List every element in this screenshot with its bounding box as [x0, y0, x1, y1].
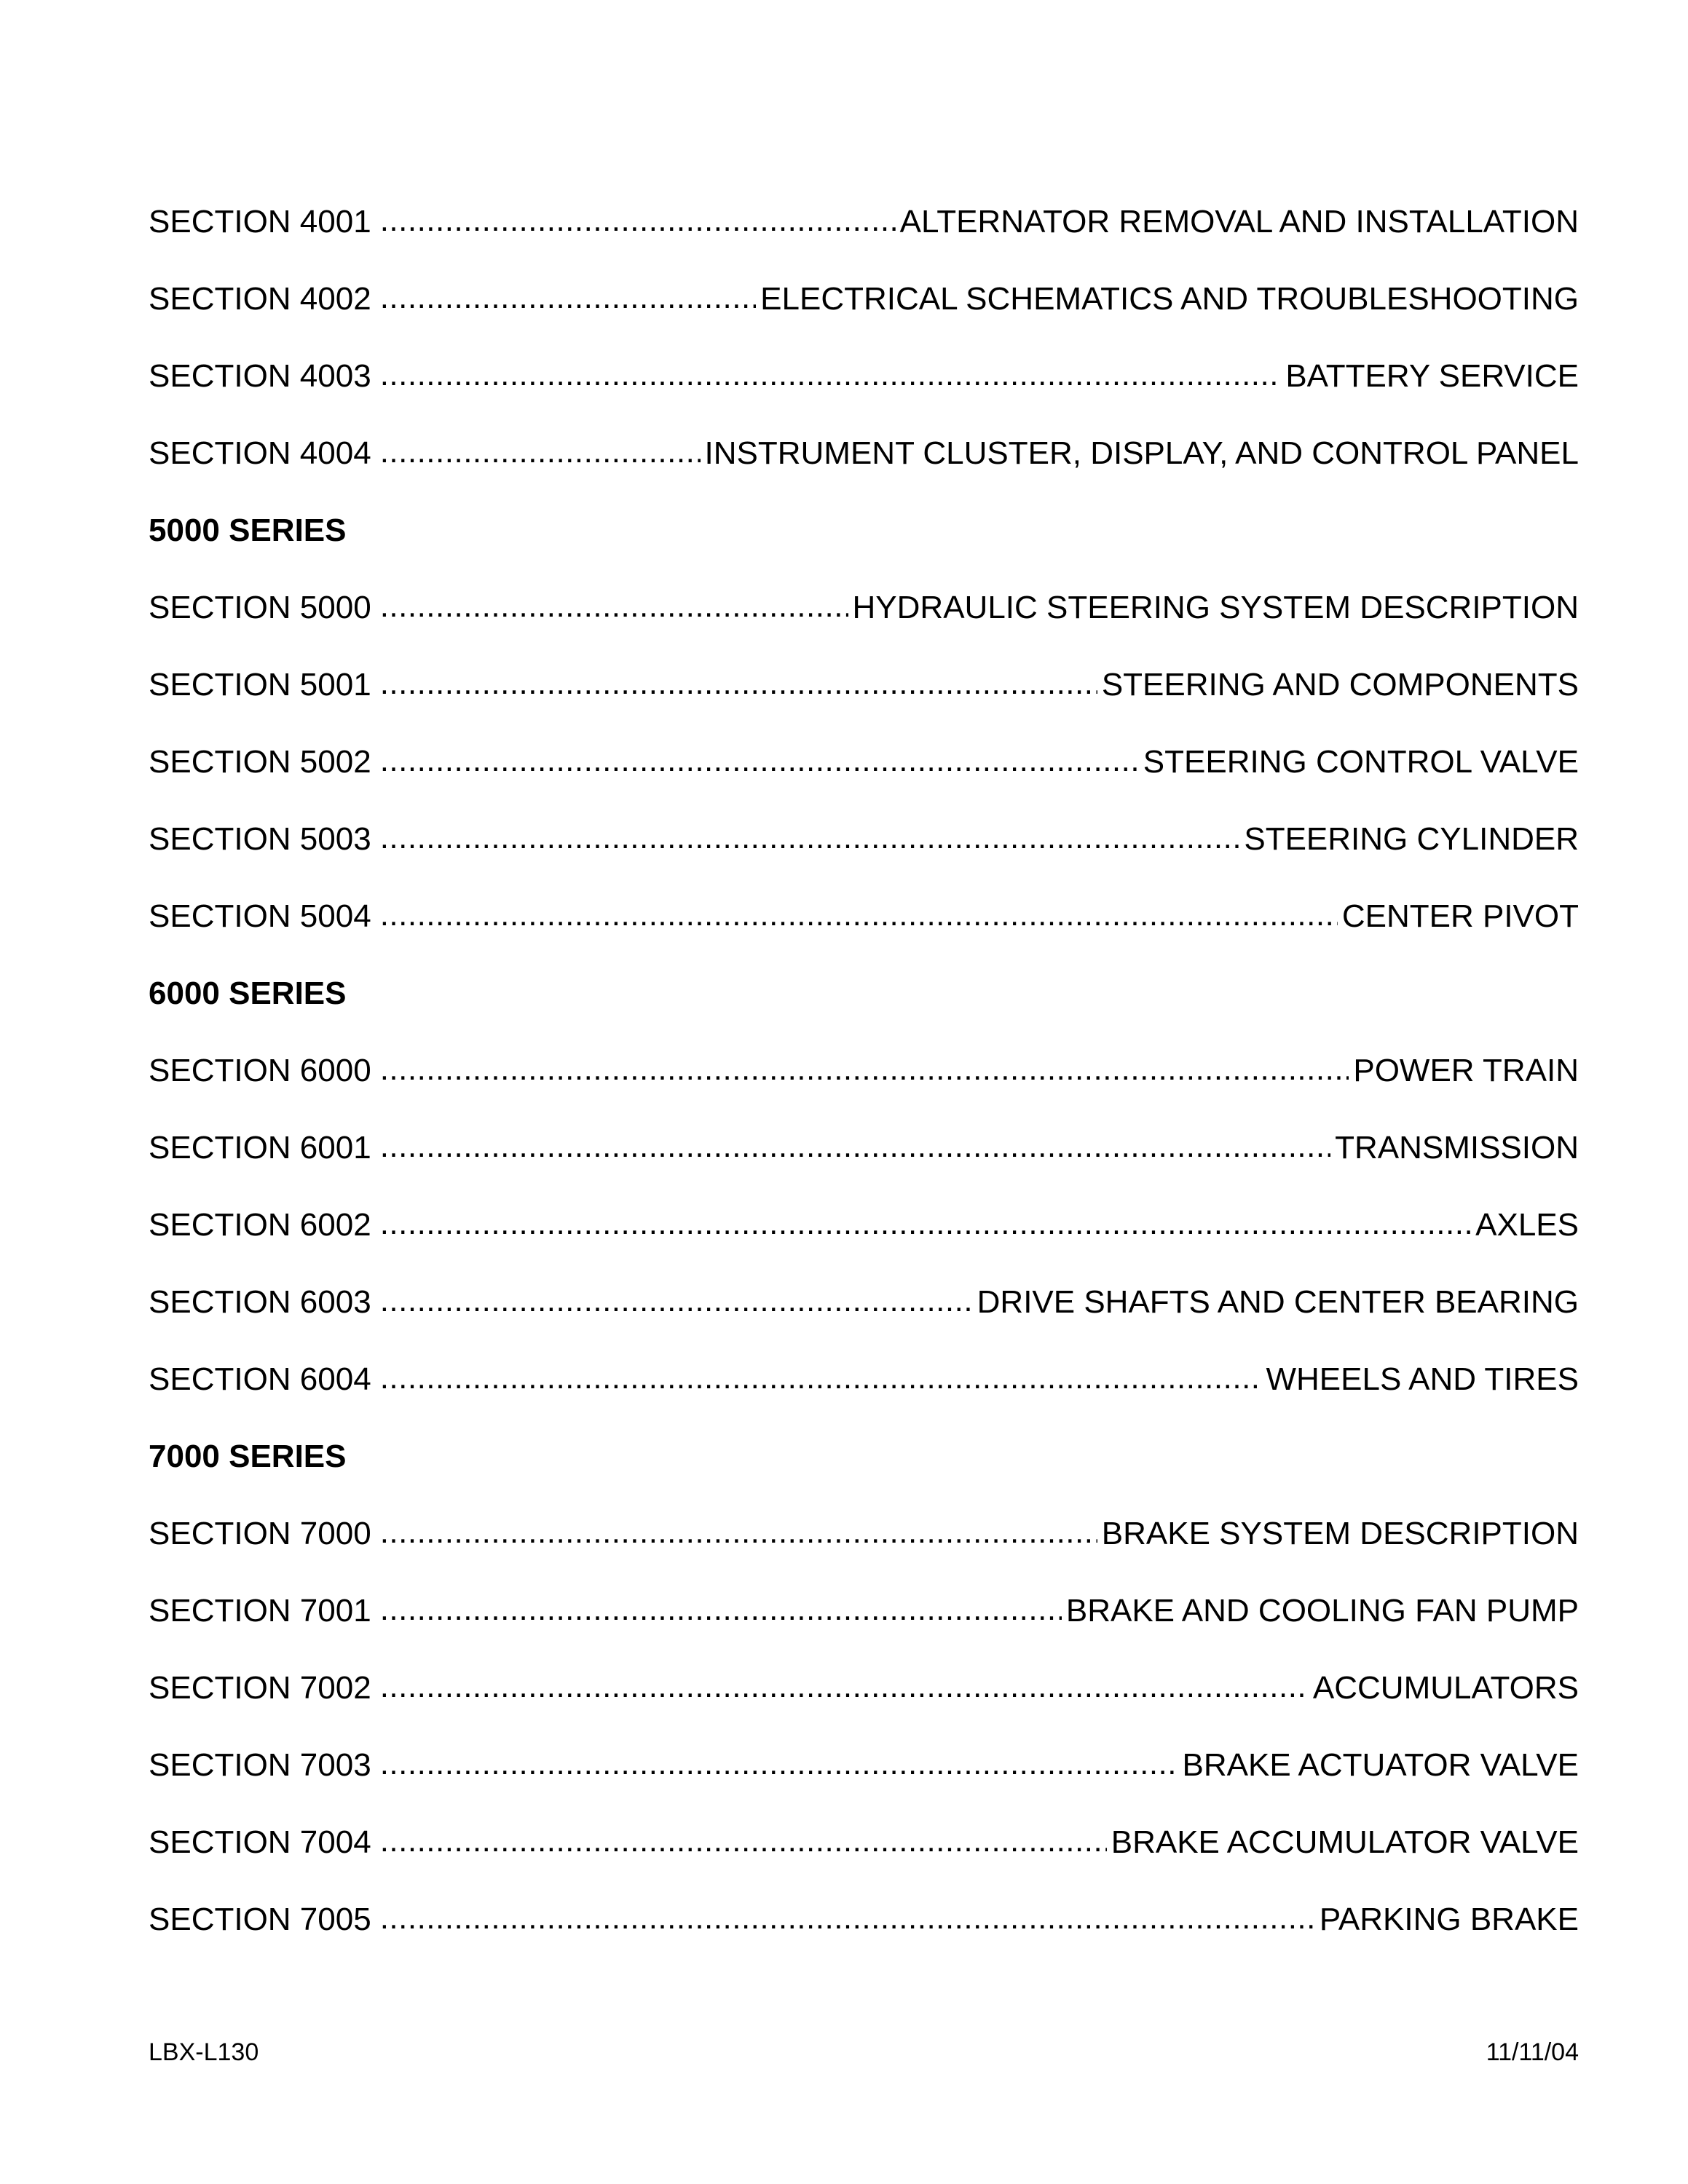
dot-leader — [380, 283, 756, 315]
dot-leader — [380, 1132, 1330, 1164]
section-number: SECTION 4002 — [149, 281, 371, 317]
toc-entry-5004[interactable] — [149, 878, 1579, 955]
toc-entry-7000[interactable] — [149, 1495, 1579, 1572]
section-number: SECTION 4004 — [149, 435, 371, 471]
dot-leader — [380, 823, 1240, 855]
section-title: ACCUMULATORS — [1312, 1670, 1579, 1706]
section-title: CENTER PIVOT — [1341, 898, 1579, 934]
dot-leader — [380, 360, 1282, 392]
toc-entry-6004[interactable] — [149, 1341, 1579, 1418]
dot-leader — [380, 669, 1097, 701]
toc-entry-6001[interactable] — [149, 1109, 1579, 1187]
toc-entry-4001[interactable] — [149, 183, 1579, 261]
document-date: 11/11/04 — [1486, 2038, 1579, 2066]
table-of-contents — [149, 183, 1579, 1958]
section-title: TRANSMISSION — [1335, 1130, 1579, 1166]
dot-leader — [380, 1364, 1262, 1396]
section-number: SECTION 7004 — [149, 1824, 371, 1860]
section-number: SECTION 5001 — [149, 667, 371, 703]
section-title: BATTERY SERVICE — [1285, 358, 1579, 394]
section-title: AXLES — [1475, 1207, 1579, 1243]
section-number: SECTION 4003 — [149, 358, 371, 394]
section-title: BRAKE AND COOLING FAN PUMP — [1065, 1593, 1579, 1629]
dot-leader — [380, 206, 896, 238]
toc-entry-7002[interactable] — [149, 1650, 1579, 1727]
dot-leader — [380, 1518, 1097, 1550]
section-title: WHEELS AND TIRES — [1266, 1361, 1579, 1397]
section-number: SECTION 6003 — [149, 1284, 371, 1320]
dot-leader — [380, 1055, 1349, 1087]
series-heading-7000 — [149, 1418, 1579, 1495]
section-number: SECTION 7001 — [149, 1593, 371, 1629]
dot-leader — [380, 1209, 1471, 1241]
toc-entry-6003[interactable] — [149, 1264, 1579, 1341]
dot-leader — [380, 1286, 973, 1318]
toc-entry-4004[interactable] — [149, 415, 1579, 492]
toc-entry-6002[interactable] — [149, 1187, 1579, 1264]
dot-leader — [380, 1749, 1178, 1781]
section-number: SECTION 6000 — [149, 1053, 371, 1088]
toc-entry-7003[interactable] — [149, 1727, 1579, 1804]
toc-entry-5000[interactable] — [149, 569, 1579, 646]
section-number: SECTION 5004 — [149, 898, 371, 934]
toc-entry-4002[interactable] — [149, 261, 1579, 338]
toc-entry-4003[interactable] — [149, 338, 1579, 415]
toc-entry-7001[interactable] — [149, 1572, 1579, 1650]
document-code: LBX-L130 — [149, 2038, 259, 2066]
section-title: DRIVE SHAFTS AND CENTER BEARING — [977, 1284, 1579, 1320]
section-title: INSTRUMENT CLUSTER, DISPLAY, AND CONTROL PANEL — [704, 435, 1579, 471]
section-number: SECTION 4001 — [149, 204, 371, 240]
section-title: STEERING AND COMPONENTS — [1101, 667, 1579, 703]
section-title: BRAKE ACTUATOR VALVE — [1182, 1747, 1579, 1783]
dot-leader — [380, 1595, 1062, 1627]
dot-leader — [380, 1672, 1309, 1704]
section-title: HYDRAULIC STEERING SYSTEM DESCRIPTION — [852, 590, 1579, 625]
section-title: ELECTRICAL SCHEMATICS AND TROUBLESHOOTING — [760, 281, 1579, 317]
page-footer — [149, 2038, 1579, 2067]
section-number: SECTION 5000 — [149, 590, 371, 625]
section-title: STEERING CYLINDER — [1244, 821, 1579, 857]
section-title: STEERING CONTROL VALVE — [1143, 744, 1579, 780]
section-title: POWER TRAIN — [1353, 1053, 1579, 1088]
series-title: 6000 SERIES — [149, 976, 347, 1011]
series-heading-5000 — [149, 492, 1579, 569]
section-title: BRAKE ACCUMULATOR VALVE — [1111, 1824, 1579, 1860]
dot-leader — [380, 746, 1139, 778]
series-title: 5000 SERIES — [149, 513, 347, 548]
section-number: SECTION 7003 — [149, 1747, 371, 1783]
dot-leader — [380, 438, 701, 470]
toc-entry-5001[interactable] — [149, 646, 1579, 724]
dot-leader — [380, 592, 848, 624]
section-number: SECTION 6002 — [149, 1207, 371, 1243]
toc-entry-6000[interactable] — [149, 1032, 1579, 1109]
dot-leader — [380, 1904, 1315, 1936]
toc-entry-5002[interactable] — [149, 724, 1579, 801]
section-number: SECTION 6004 — [149, 1361, 371, 1397]
section-number: SECTION 7005 — [149, 1902, 371, 1937]
section-number: SECTION 7000 — [149, 1516, 371, 1551]
toc-entry-7005[interactable] — [149, 1881, 1579, 1958]
toc-entry-7004[interactable] — [149, 1804, 1579, 1881]
section-number: SECTION 7002 — [149, 1670, 371, 1706]
section-title: PARKING BRAKE — [1319, 1902, 1579, 1937]
section-number: SECTION 5002 — [149, 744, 371, 780]
toc-entry-5003[interactable] — [149, 801, 1579, 878]
section-number: SECTION 5003 — [149, 821, 371, 857]
series-heading-6000 — [149, 955, 1579, 1032]
section-title: BRAKE SYSTEM DESCRIPTION — [1101, 1516, 1579, 1551]
section-title: ALTERNATOR REMOVAL AND INSTALLATION — [899, 204, 1579, 240]
section-number: SECTION 6001 — [149, 1130, 371, 1166]
series-title: 7000 SERIES — [149, 1439, 347, 1474]
dot-leader — [380, 1827, 1107, 1859]
dot-leader — [380, 901, 1338, 933]
